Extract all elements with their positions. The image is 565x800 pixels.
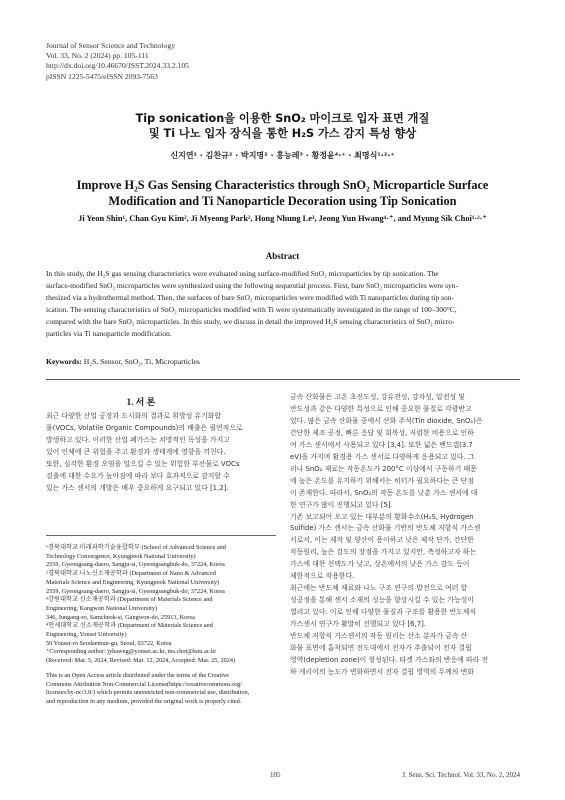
right-column-body [290, 392, 522, 679]
footnote-divider [46, 535, 276, 536]
body-line: 기존 보고되어 오고 있는 대부분의 황화수소(H₂S, Hydrogen [290, 512, 474, 521]
body-line: 간단한 제조 공정, 빠른 응답 및 회복성, 저렴한 비용으로 인하 [290, 428, 474, 437]
body-line: 가스에 대한 선택도가 낮고, 상온에서의 낮은 가스 감도 등이 [290, 560, 470, 569]
body-line: 있어 인체에 큰 위험을 주고 환경과 생태계에 영향을 끼친다. [46, 447, 226, 456]
title-english-line1: Improve H₂S Gas Sensing Characteristics through SnO₂ Microparticle Surface [76, 178, 489, 192]
abstract-line: In this study, the H₂S gas sensing characteristics were evaluated using surface-modified SnO₂ microparticles by tip sonication. The [46, 269, 439, 278]
body-line: 가스센서 연구가 활발히 진행되고 있다 [6,7]. [290, 620, 426, 629]
footnote-line: Engineering, Yonsei University) [46, 631, 127, 639]
footnote-line: ⁺Corresponding author: jyhawng@yonsei.ac.kr, ms.choi@knu.ac.kr [46, 648, 217, 656]
footnote-line: ⁴연세대학교 신소재공학과 (Department of Materials Science and [46, 622, 213, 630]
journal-name: Journal of Sensor Science and Technology [46, 41, 176, 50]
keywords-value: H₂S, Sensor, SnO₂, Ti, Microparticles [81, 357, 200, 366]
abstract-body [46, 268, 520, 341]
title-korean-line1: Tip sonication을 이용한 SnO₂ 마이크로 입자 표면 개질 [135, 112, 430, 125]
journal-issn: pISSN 1225-5475/eISSN 2093-7563 [46, 71, 158, 81]
authors-english: Ji Yeon Shin¹, Chan Gyu Kim², Ji Myeong Park², Hong Nhung Le³, Jeong Yun Hwang⁴·⁺, and Myung Sik Choi¹·²·⁺ [78, 214, 487, 223]
section-heading-introduction: 1. 서 론 [126, 397, 156, 407]
abstract-line: particles via Ti nanoparticle modification. [46, 329, 172, 339]
body-line: 금속 산화물은 고온 초전도성, 강유전성, 강자성, 압전성 및 [290, 393, 465, 401]
body-line: 반도성과 같은 다양한 특성으로 인해 중요한 물질로 각광받고 [290, 404, 472, 413]
journal-header [46, 41, 189, 82]
body-line: 반도체 저항식 가스센서의 작동 원리는 산소 분자가 금속 산 [290, 632, 468, 641]
body-line: 검출에 대한 수요가 높아짐에 따라 보다 효과적으로 감지할 수 [46, 471, 230, 480]
abstract-line: ication. The sensing characteristics of SnO₂ microparticles modified with Ti were systematically investigated in the range of 100–300°C, [46, 305, 457, 315]
footnotes [46, 544, 278, 707]
body-line: 화물 표면에 흡착되면 전도대에서 전자가 추출되어 전자 결핍 [290, 644, 472, 653]
body-line: 있다. 많은 금속 산화물 중에서 산화 주석(Tin dioxide, SnO₂)은 [290, 416, 483, 425]
body-line: 작동원리, 높은 감도의 장점을 가지고 있지만, 측정하고자 하는 [290, 548, 477, 557]
body-line: 또한, 심각한 환경 오염을 일으킬 수 있는 위험한 부산물로 VOCs [46, 459, 240, 468]
keywords-label: Keywords: [46, 357, 82, 366]
authors-korean: 신지연¹ · 김찬규² · 박지명² · 홍능레³ · 황정윤⁴·⁺ · 최명식¹·²·⁺ [170, 151, 395, 160]
license-line: This is an Open Access article distributed under the terms of the Creative [46, 671, 229, 679]
footer-journal-reference: J. Sens. Sci. Technol. Vol. 33, No. 2, 2024 [402, 771, 520, 779]
body-line: 최근에는 반도체 재료와 나노 구조 연구의 발전으로 여러 합 [290, 584, 468, 593]
footnote-line: ²경북대학교 나노신소재공학과 (Department of Nano & Advanced [46, 570, 216, 578]
title-english-line2: Modification and Ti Nanoparticle Decoration using Tip Sonication [108, 194, 457, 208]
footnote-line: Technology Convergence, Kyungpook National University) [46, 552, 196, 560]
body-line: 영역(depletion zone)이 형성된다. 타겟 가스와의 반응에 따라 전 [290, 655, 489, 664]
footnote-line: 346, Jungang-ro, Samcheok-si, Gangwon-do, 25913, Korea [46, 613, 195, 621]
body-line: 열리고 있다. 이로 인해 다양한 물질과 구조를 활용한 반도체식 [290, 608, 477, 617]
body-line: 제한적으로 작용한다. [290, 572, 355, 581]
journal-doi: http://dx.doi.org/10.46670/JSST.2024.33.2.105 [46, 61, 189, 71]
footnote-line: ¹경북대학교 미래과학기술융합학부 (School of Advanced Science and [46, 544, 226, 551]
body-line: 하 캐리어의 농도가 변화하면서 전자 결핍 영역의 두께의 변화 [290, 667, 474, 676]
body-line: 러나 SnO₂ 재료는 작동온도가 200°C 이상에서 구동하기 때문 [290, 464, 477, 473]
footnote-line: 2559, Gyeongsang-daero, Sangju-si, Gyeongsangbuk-do, 37224, Korea [46, 561, 225, 569]
body-line: 최근 다양한 산업 공장과 도시화의 결과로 휘발성 유기화합 [46, 412, 222, 420]
license-line: and reproduction in any medium, provided the original work is properly cited. [46, 697, 242, 705]
body-line: 이 존재한다. 따라서, SnO₂의 작동 온도를 낮춘 가스 센서에 대 [290, 488, 478, 497]
footnote-line: 50 Yonsei-ro Seodaemun-gu, Seoul, 03722, Korea [46, 639, 172, 647]
body-line: 물(VOCs, Volatile Organic Compounds)의 배출은 필연적으로 [46, 423, 243, 432]
title-korean-line2: 및 Ti 나노 입자 장식을 통한 H₂S 가스 감지 특성 향상 [148, 127, 417, 140]
footnote-line: Engineering, Kangwon National University) [46, 604, 158, 612]
body-line: 성공정을 통해 센서 소재의 성능을 향상시킬 수 있는 가능성이 [290, 596, 474, 605]
footnote-line: ³강원대학교 신소재공학과 (Department of Materials Science and [46, 596, 213, 604]
body-line: Sulfide) 가스 센서는 금속 산화물 기반의 반도체 저항식 가스센 [290, 524, 481, 533]
license-line: Commons Attribution Non-Commercial License(https://creativecommons.org/ [46, 680, 243, 688]
abstract-heading: Abstract [265, 251, 300, 261]
body-line: eV)을 가지며 환경용 가스 센서로 다양하게 응용되고 있다. 그 [290, 452, 475, 461]
footnote-line: (Received: Mar. 5, 2024, Revised: Mar. 12, 2024, Accepted: Mar. 25, 2024) [46, 657, 236, 665]
page-number: 105 [270, 771, 281, 779]
body-line: 있는 가스 센서의 개발은 매우 중요하게 요구되고 있다 [1,2]. [46, 483, 229, 492]
journal-volume: Vol. 33, No. 2 (2024) pp. 105-111 [46, 51, 149, 61]
introduction-paragraph [46, 411, 276, 495]
license-line: licenses/by-nc/3.0/) which permits unrestricted non-commercial use, distribution, [46, 689, 250, 697]
body-line: 여 가스 센서에서 사용되고 있다 [3,4]. 또한 넓은 밴드갭(3.7 [290, 440, 473, 449]
body-line: 발생하고 있다. 이러한 산업 폐가스는 치명적인 독성을 가지고 [46, 435, 230, 444]
abstract-line: thesized via a hydrothermal method. Then, the surfaces of bare SnO₂ microparticles were modified with Ti nanoparticles during tip son- [46, 293, 454, 303]
keywords [46, 357, 200, 366]
body-line: 한 연구가 많이 진행되고 있다 [5]. [290, 500, 393, 509]
footnote-line: Materials Science and Engineering, Kyungpook National University) [46, 578, 220, 586]
body-line: 에 높은 온도를 유지하기 위해서는 히터가 필요하다는 큰 단점 [290, 476, 474, 485]
abstract-line: compared with the bare SnO₂ microparticles. In this study, we discuss in detail the improved H₂S sensing characteristics of SnO₂ micro- [46, 317, 455, 327]
section-divider [46, 379, 520, 380]
abstract-line: surface-modified SnO₂ microparticles were synthesized using the following sequential process. First, bare SnO₂ microparticles were syn- [46, 281, 458, 291]
body-line: 서로서, 이는 제작 및 양산이 용이하고 낮은 제작 단가, 간단한 [290, 536, 474, 545]
footnote-line: 2559, Gyeongsang-daero, Sangju-si, Gyeongsangbuk-do, 37224, Korea [46, 587, 225, 595]
